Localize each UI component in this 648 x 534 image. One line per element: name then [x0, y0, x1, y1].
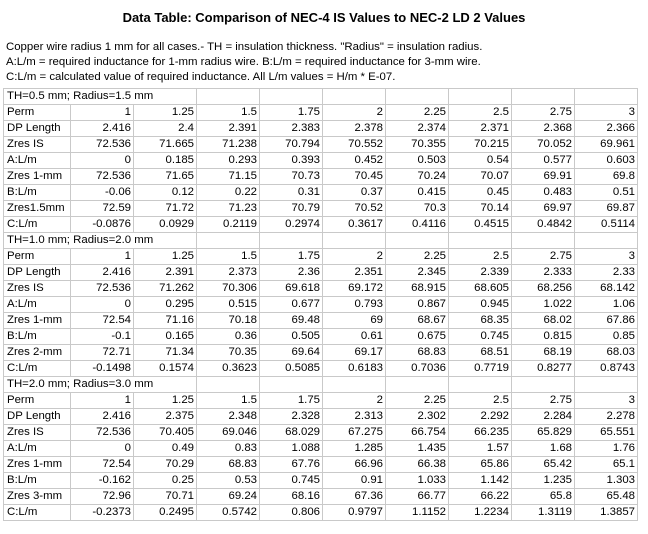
table-cell: 0.2119	[197, 217, 260, 233]
table-cell: 72.536	[71, 169, 134, 185]
table-cell: 0.505	[260, 329, 323, 345]
table-cell: 65.551	[575, 425, 638, 441]
table-cell: 1.68	[512, 441, 575, 457]
table-cell: 2.373	[197, 265, 260, 281]
note-line: A:L/m = required inductance for 1-mm radius wire. B:L/m = required inductance for 3-mm wire.	[6, 56, 481, 68]
table-cell: 2.36	[260, 265, 323, 281]
table-cell: 71.72	[134, 201, 197, 217]
table-cell: 1.75	[260, 249, 323, 265]
empty-cell	[512, 233, 575, 249]
row-label: B:L/m	[4, 185, 71, 201]
table-cell: 65.42	[512, 457, 575, 473]
table-cell: 71.262	[134, 281, 197, 297]
table-cell: 1.088	[260, 441, 323, 457]
table-cell: 1.5	[197, 393, 260, 409]
table-cell: 2.5	[449, 249, 512, 265]
section-header: TH=0.5 mm; Radius=1.5 mm	[4, 89, 197, 105]
empty-cell	[575, 233, 638, 249]
row-label: DP Length	[4, 265, 71, 281]
table-cell: 0	[71, 297, 134, 313]
table-cell: 66.22	[449, 489, 512, 505]
table-cell: 0.793	[323, 297, 386, 313]
table-cell: 71.34	[134, 345, 197, 361]
table-cell: 0.8743	[575, 361, 638, 377]
empty-cell	[260, 89, 323, 105]
table-cell: 67.36	[323, 489, 386, 505]
note-line: C:L/m = calculated value of required inductance. All L/m values = H/m * E-07.	[6, 71, 396, 83]
row-label: Zres 1-mm	[4, 457, 71, 473]
table-cell: 0.745	[449, 329, 512, 345]
table-cell: 1.303	[575, 473, 638, 489]
table-cell: 2.25	[386, 249, 449, 265]
table-cell: 0.51	[575, 185, 638, 201]
table-cell: -0.06	[71, 185, 134, 201]
table-cell: 2.345	[386, 265, 449, 281]
table-row	[4, 425, 638, 441]
table-cell: 2.378	[323, 121, 386, 137]
table-row	[4, 217, 638, 233]
table-cell: 0.85	[575, 329, 638, 345]
table-cell: 66.77	[386, 489, 449, 505]
table-cell: 70.79	[260, 201, 323, 217]
row-label: Zres1.5mm	[4, 201, 71, 217]
table-cell: 2.383	[260, 121, 323, 137]
table-cell: 2.416	[71, 121, 134, 137]
table-row	[4, 201, 638, 217]
table-cell: 2.368	[512, 121, 575, 137]
table-cell: 2.302	[386, 409, 449, 425]
table-cell: 68.19	[512, 345, 575, 361]
row-label: Zres IS	[4, 425, 71, 441]
empty-cell	[197, 233, 260, 249]
table-cell: 1.57	[449, 441, 512, 457]
table-row	[4, 121, 638, 137]
table-cell: 69.961	[575, 137, 638, 153]
table-cell: 0.83	[197, 441, 260, 457]
table-cell: 69.48	[260, 313, 323, 329]
table-cell: 69.97	[512, 201, 575, 217]
table-cell: 72.96	[71, 489, 134, 505]
table-cell: 2.416	[71, 409, 134, 425]
table-cell: 0.5742	[197, 505, 260, 521]
row-label: B:L/m	[4, 329, 71, 345]
table-cell: 2.391	[197, 121, 260, 137]
table-cell: 1.022	[512, 297, 575, 313]
empty-cell	[512, 89, 575, 105]
row-label: Zres 2-mm	[4, 345, 71, 361]
empty-cell	[512, 377, 575, 393]
table-cell: 0.293	[197, 153, 260, 169]
row-label: C:L/m	[4, 217, 71, 233]
table-cell: 72.71	[71, 345, 134, 361]
table-cell: 2.5	[449, 105, 512, 121]
table-cell: 0.745	[260, 473, 323, 489]
table-cell: 0.5085	[260, 361, 323, 377]
table-cell: 2.284	[512, 409, 575, 425]
table-cell: 65.8	[512, 489, 575, 505]
table-cell: 2.75	[512, 393, 575, 409]
table-cell: 0.7036	[386, 361, 449, 377]
table-cell: 70.52	[323, 201, 386, 217]
table-row	[4, 105, 638, 121]
table-cell: 72.536	[71, 137, 134, 153]
table-cell: 0.577	[512, 153, 575, 169]
row-label: Zres IS	[4, 281, 71, 297]
table-cell: 68.16	[260, 489, 323, 505]
table-cell: 70.306	[197, 281, 260, 297]
table-cell: 2.374	[386, 121, 449, 137]
table-cell: 0.3617	[323, 217, 386, 233]
table-cell: 68.35	[449, 313, 512, 329]
table-cell: 70.35	[197, 345, 260, 361]
table-cell: 0.4116	[386, 217, 449, 233]
table-cell: -0.1	[71, 329, 134, 345]
table-row	[4, 281, 638, 297]
table-cell: 1	[71, 249, 134, 265]
table-cell: 1.75	[260, 105, 323, 121]
section-header-row	[4, 377, 638, 393]
table-cell: 0.61	[323, 329, 386, 345]
table-cell: 72.59	[71, 201, 134, 217]
table-cell: 3	[575, 105, 638, 121]
table-cell: 1.142	[449, 473, 512, 489]
table-cell: 2.328	[260, 409, 323, 425]
note-line: Copper wire radius 1 mm for all cases.- TH = insulation thickness. "Radius" = insulation radius.	[6, 41, 483, 53]
table-cell: 69.17	[323, 345, 386, 361]
row-label: Zres IS	[4, 137, 71, 153]
table-cell: -0.162	[71, 473, 134, 489]
table-cell: 0.2974	[260, 217, 323, 233]
table-cell: 70.052	[512, 137, 575, 153]
table-cell: 70.45	[323, 169, 386, 185]
table-cell: 1.3119	[512, 505, 575, 521]
table-cell: 69.618	[260, 281, 323, 297]
table-cell: 0.49	[134, 441, 197, 457]
table-cell: 3	[575, 249, 638, 265]
table-row	[4, 457, 638, 473]
table-cell: 66.754	[386, 425, 449, 441]
table-row	[4, 185, 638, 201]
table-cell: 72.54	[71, 313, 134, 329]
table-cell: 3	[575, 393, 638, 409]
table-cell: 0	[71, 153, 134, 169]
table-cell: 69.64	[260, 345, 323, 361]
table-cell: 66.235	[449, 425, 512, 441]
table-cell: 2.416	[71, 265, 134, 281]
table-cell: 2.75	[512, 105, 575, 121]
table-cell: 70.794	[260, 137, 323, 153]
table-cell: 70.355	[386, 137, 449, 153]
section-header: TH=2.0 mm; Radius=3.0 mm	[4, 377, 197, 393]
table-row	[4, 345, 638, 361]
table-cell: 2.348	[197, 409, 260, 425]
table-cell: 70.71	[134, 489, 197, 505]
row-label: C:L/m	[4, 361, 71, 377]
table-cell: 68.03	[575, 345, 638, 361]
table-cell: 2.292	[449, 409, 512, 425]
table-cell: 69.24	[197, 489, 260, 505]
table-cell: 69.91	[512, 169, 575, 185]
table-cell: 1.76	[575, 441, 638, 457]
table-cell: 70.18	[197, 313, 260, 329]
table-row	[4, 297, 638, 313]
table-cell: 2.75	[512, 249, 575, 265]
table-cell: 2.375	[134, 409, 197, 425]
table-cell: 69.046	[197, 425, 260, 441]
table-cell: 68.83	[386, 345, 449, 361]
table-cell: 1.3857	[575, 505, 638, 521]
table-cell: 2.278	[575, 409, 638, 425]
table-cell: 65.48	[575, 489, 638, 505]
table-row	[4, 393, 638, 409]
table-cell: 70.14	[449, 201, 512, 217]
table-cell: 0.7719	[449, 361, 512, 377]
table-cell: 0.4842	[512, 217, 575, 233]
table-cell: 66.38	[386, 457, 449, 473]
table-cell: 1.285	[323, 441, 386, 457]
table-row	[4, 169, 638, 185]
table-cell: 70.73	[260, 169, 323, 185]
table-cell: 1.2234	[449, 505, 512, 521]
row-label: A:L/m	[4, 153, 71, 169]
section-header: TH=1.0 mm; Radius=2.0 mm	[4, 233, 197, 249]
table-cell: 0.22	[197, 185, 260, 201]
table-cell: 68.51	[449, 345, 512, 361]
table-cell: 0.54	[449, 153, 512, 169]
table-cell: 2	[323, 393, 386, 409]
table-row	[4, 441, 638, 457]
table-cell: 65.86	[449, 457, 512, 473]
table-cell: 0.1574	[134, 361, 197, 377]
table-cell: 72.536	[71, 425, 134, 441]
table-cell: 1.5	[197, 105, 260, 121]
table-cell: 1	[71, 105, 134, 121]
table-cell: 68.02	[512, 313, 575, 329]
row-label: Perm	[4, 105, 71, 121]
table-cell: 71.65	[134, 169, 197, 185]
table-cell: 70.552	[323, 137, 386, 153]
empty-cell	[386, 377, 449, 393]
empty-cell	[449, 377, 512, 393]
table-cell: 0.91	[323, 473, 386, 489]
empty-cell	[386, 89, 449, 105]
notes-block	[6, 40, 648, 85]
table-cell: 70.29	[134, 457, 197, 473]
table-cell: 65.1	[575, 457, 638, 473]
table-cell: 68.142	[575, 281, 638, 297]
table-cell: 2.371	[449, 121, 512, 137]
row-label: A:L/m	[4, 441, 71, 457]
table-cell: 2.333	[512, 265, 575, 281]
table-cell: 70.3	[386, 201, 449, 217]
table-cell: 0.185	[134, 153, 197, 169]
table-cell: 71.665	[134, 137, 197, 153]
table-cell: 2.339	[449, 265, 512, 281]
table-cell: 2.25	[386, 105, 449, 121]
table-cell: 0.452	[323, 153, 386, 169]
table-cell: 0.4515	[449, 217, 512, 233]
table-cell: 1.25	[134, 249, 197, 265]
table-cell: 71.16	[134, 313, 197, 329]
table-cell: 1.06	[575, 297, 638, 313]
row-label: Zres 1-mm	[4, 313, 71, 329]
table-cell: 70.215	[449, 137, 512, 153]
table-cell: 0.8277	[512, 361, 575, 377]
table-cell: 1.5	[197, 249, 260, 265]
table-cell: 0	[71, 441, 134, 457]
table-cell: 68.67	[386, 313, 449, 329]
table-row	[4, 313, 638, 329]
table-cell: 0.945	[449, 297, 512, 313]
table-cell: 0.675	[386, 329, 449, 345]
table-cell: 0.515	[197, 297, 260, 313]
table-cell: 2	[323, 249, 386, 265]
row-label: C:L/m	[4, 505, 71, 521]
empty-cell	[323, 233, 386, 249]
table-cell: 69.172	[323, 281, 386, 297]
table-row	[4, 473, 638, 489]
table-cell: 0.415	[386, 185, 449, 201]
table-cell: 0.603	[575, 153, 638, 169]
table-cell: 71.238	[197, 137, 260, 153]
table-cell: 0.31	[260, 185, 323, 201]
table-cell: 0.503	[386, 153, 449, 169]
table-cell: 0.3623	[197, 361, 260, 377]
table-cell: 1.435	[386, 441, 449, 457]
table-cell: 2.391	[134, 265, 197, 281]
table-cell: 68.83	[197, 457, 260, 473]
row-label: DP Length	[4, 409, 71, 425]
table-row	[4, 137, 638, 153]
table-cell: 2.25	[386, 393, 449, 409]
empty-cell	[260, 377, 323, 393]
table-cell: 67.86	[575, 313, 638, 329]
table-cell: 70.24	[386, 169, 449, 185]
table-row	[4, 409, 638, 425]
row-label: Zres 3-mm	[4, 489, 71, 505]
table-cell: 69.8	[575, 169, 638, 185]
table-cell: 67.76	[260, 457, 323, 473]
table-cell: 2.313	[323, 409, 386, 425]
row-label: A:L/m	[4, 297, 71, 313]
table-cell: 71.15	[197, 169, 260, 185]
table-cell: 2.4	[134, 121, 197, 137]
table-row	[4, 265, 638, 281]
table-cell: 67.275	[323, 425, 386, 441]
table-cell: 2.33	[575, 265, 638, 281]
table-cell: 0.806	[260, 505, 323, 521]
table-cell: 0.9797	[323, 505, 386, 521]
table-cell: 0.25	[134, 473, 197, 489]
table-row	[4, 489, 638, 505]
empty-cell	[575, 89, 638, 105]
empty-cell	[449, 233, 512, 249]
document-title: Data Table: Comparison of NEC-4 IS Values to NEC-2 LD 2 Values	[122, 10, 526, 25]
table-cell: 68.915	[386, 281, 449, 297]
table-cell: 68.605	[449, 281, 512, 297]
section-header-row	[4, 233, 638, 249]
table-cell: 1.1152	[386, 505, 449, 521]
table-cell: 0.295	[134, 297, 197, 313]
data-table	[3, 88, 638, 521]
table-cell: 0.37	[323, 185, 386, 201]
empty-cell	[323, 377, 386, 393]
table-cell: 0.0929	[134, 217, 197, 233]
table-cell: -0.0876	[71, 217, 134, 233]
table-cell: 70.07	[449, 169, 512, 185]
table-cell: 0.393	[260, 153, 323, 169]
table-cell: 1.75	[260, 393, 323, 409]
empty-cell	[575, 377, 638, 393]
table-cell: 2.351	[323, 265, 386, 281]
table-cell: 0.867	[386, 297, 449, 313]
table-cell: 1.033	[386, 473, 449, 489]
row-label: DP Length	[4, 121, 71, 137]
table-cell: 1.235	[512, 473, 575, 489]
table-cell: 69	[323, 313, 386, 329]
table-cell: 0.45	[449, 185, 512, 201]
table-cell: 72.54	[71, 457, 134, 473]
row-label: B:L/m	[4, 473, 71, 489]
table-cell: 1.25	[134, 105, 197, 121]
table-cell: 0.5114	[575, 217, 638, 233]
table-row	[4, 249, 638, 265]
empty-cell	[449, 89, 512, 105]
empty-cell	[260, 233, 323, 249]
table-cell: 0.165	[134, 329, 197, 345]
table-cell: 71.23	[197, 201, 260, 217]
table-cell: -0.2373	[71, 505, 134, 521]
table-cell: 65.829	[512, 425, 575, 441]
table-cell: 1	[71, 393, 134, 409]
table-cell: 2.5	[449, 393, 512, 409]
empty-cell	[197, 89, 260, 105]
table-cell: 0.6183	[323, 361, 386, 377]
table-cell: 2.366	[575, 121, 638, 137]
table-cell: 69.87	[575, 201, 638, 217]
table-cell: 0.36	[197, 329, 260, 345]
table-cell: 0.2495	[134, 505, 197, 521]
table-cell: 66.96	[323, 457, 386, 473]
table-cell: -0.1498	[71, 361, 134, 377]
table-cell: 68.256	[512, 281, 575, 297]
table-cell: 0.677	[260, 297, 323, 313]
table-cell: 1.25	[134, 393, 197, 409]
table-cell: 0.815	[512, 329, 575, 345]
table-row	[4, 153, 638, 169]
row-label: Perm	[4, 393, 71, 409]
table-cell: 72.536	[71, 281, 134, 297]
empty-cell	[386, 233, 449, 249]
row-label: Perm	[4, 249, 71, 265]
table-cell: 0.12	[134, 185, 197, 201]
row-label: Zres 1-mm	[4, 169, 71, 185]
table-row	[4, 361, 638, 377]
table-cell: 2	[323, 105, 386, 121]
empty-cell	[323, 89, 386, 105]
table-cell: 68.029	[260, 425, 323, 441]
table-row	[4, 329, 638, 345]
empty-cell	[197, 377, 260, 393]
table-cell: 70.405	[134, 425, 197, 441]
table-row	[4, 505, 638, 521]
table-cell: 0.483	[512, 185, 575, 201]
table-cell: 0.53	[197, 473, 260, 489]
section-header-row	[4, 89, 638, 105]
